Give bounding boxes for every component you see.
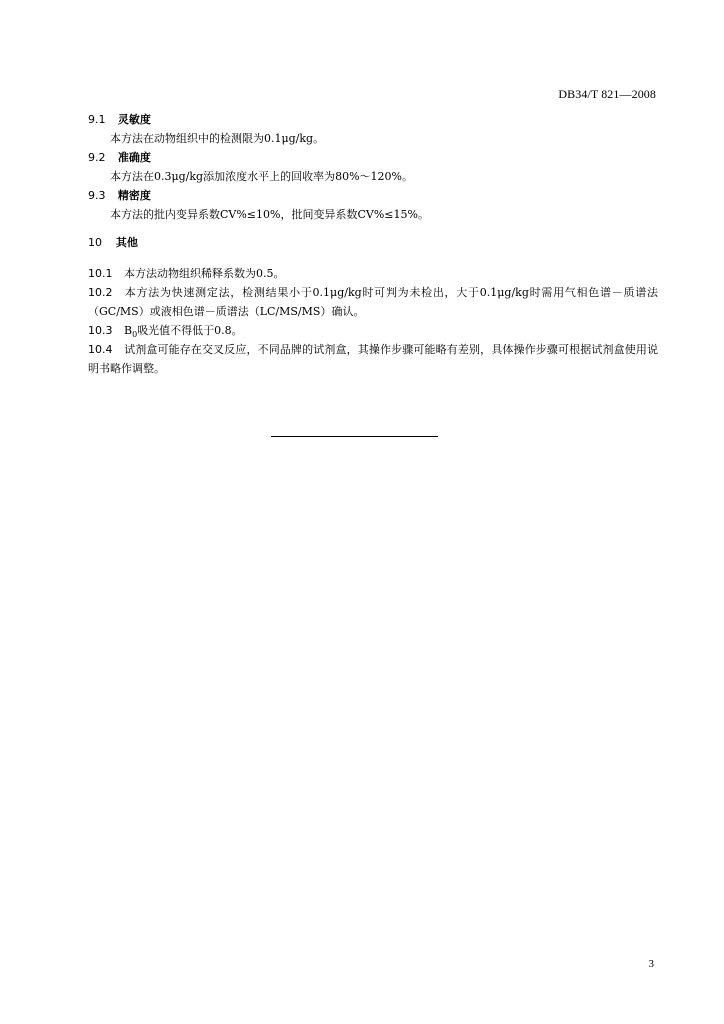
clause-10-1 <box>88 264 658 283</box>
symbol-b: B <box>124 324 133 337</box>
chapter-title: 其他 <box>115 236 138 249</box>
page-body <box>88 110 658 378</box>
chapter-heading-10 <box>88 233 658 252</box>
clause-10-2 <box>88 283 658 321</box>
clause-10-4 <box>88 340 658 378</box>
clause-number: 10.1 <box>88 267 113 280</box>
clause-text: 吸光值不得低于0.8。 <box>137 324 243 337</box>
clause-text-9-1: 本方法在动物组织中的检测限为0.1μg/kg。 <box>110 132 325 145</box>
clause-number: 10.4 <box>88 343 113 356</box>
symbol-subscript: 0 <box>132 330 138 340</box>
clause-number: 9.1 <box>88 113 106 126</box>
clause-number: 10.2 <box>88 286 113 299</box>
page-number: 3 <box>648 958 654 970</box>
clause-text: 本方法为快速测定法，检测结果小于0.1μg/kg时可判为未检出，大于0.1μg/kg时需用气相色谱－质谱法（GC/MS）或液相色谱－质谱法（LC/MS/MS）确认。 <box>88 286 658 318</box>
clause-title: 准确度 <box>117 151 151 164</box>
clause-heading-9-1 <box>88 110 658 129</box>
clause-10-3 <box>88 321 658 340</box>
clause-heading-9-2 <box>88 148 658 167</box>
clause-title: 精密度 <box>117 189 151 202</box>
clause-text-9-2: 本方法在0.3μg/kg添加浓度水平上的回收率为80%～120%。 <box>110 170 413 183</box>
clause-title: 灵敏度 <box>117 113 151 126</box>
clause-text: 本方法动物组织稀释系数为0.5。 <box>124 267 285 280</box>
clause-text: 试剂盒可能存在交叉反应，不同品牌的试剂盒，其操作步骤可能略有差别，具体操作步骤可根据试剂盒使用说明书略作调整。 <box>88 343 658 375</box>
clause-number: 9.2 <box>88 151 106 164</box>
clause-number: 10.3 <box>88 324 113 337</box>
chapter-number: 10 <box>88 236 102 249</box>
clause-text-9-3: 本方法的批内变异系数CV%≤10%，批间变异系数CV%≤15%。 <box>110 208 429 221</box>
document-code: DB34/T 821—2008 <box>558 87 656 101</box>
end-of-document-rule <box>271 436 438 437</box>
clause-heading-9-3 <box>88 186 658 205</box>
clause-number: 9.3 <box>88 189 106 202</box>
